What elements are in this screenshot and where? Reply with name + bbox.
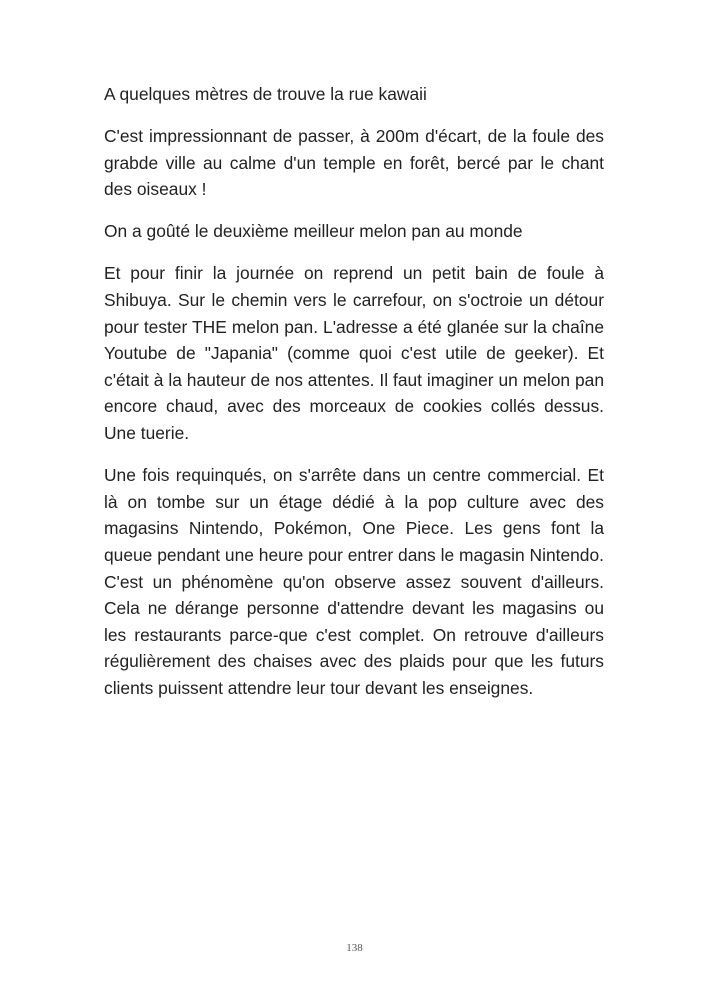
paragraph-shopping-center: Une fois requinqués, on s'arrête dans un centre commercial. Et là on tombe sur un étage dédié à la pop culture avec des magasins Nintendo, Pokémon, One Piece. Les gens font la queue pendant une heure pour entrer dans le magasin Nintendo. C'est un phénomène qu'on observe assez souvent d'ailleurs. Cela ne dérange personne d'attendre devant les magasins ou les restaurants parce-que c'est complet. On retrouve d'ailleurs régulièrement des chaises avec des plaids pour que les futurs clients puissent attendre leur tour devant les enseignes. [104, 465, 604, 698]
paragraph-shibuya: Et pour finir la journée on reprend un petit bain de foule à Shibuya. Sur le chemin vers le carrefour, on s'octroie un détour pour tester THE melon pan. L'adresse a été glanée sur la chaîne Youtube de "Japania" (comme quoi c'est utile de geeker). Et c'était à la hauteur de nos attentes. Il faut imaginer un melon pan encore chaud, avec des morceaux de cookies collés dessus. Une tuerie. [104, 263, 604, 444]
paragraph-caption-kawaii: A quelques mètres de trouve la rue kawaii [104, 84, 427, 104]
paragraph-temple: C'est impressionnant de passer, à 200m d'écart, de la foule des grabde ville au calme d'un temple en forêt, bercé par le chant des oiseaux ! [104, 126, 604, 200]
paragraph-caption-melon-pan: On a goûté le deuxième meilleur melon pan au monde [104, 221, 523, 242]
page-number: 138 [346, 942, 363, 954]
page-body [104, 81, 604, 717]
